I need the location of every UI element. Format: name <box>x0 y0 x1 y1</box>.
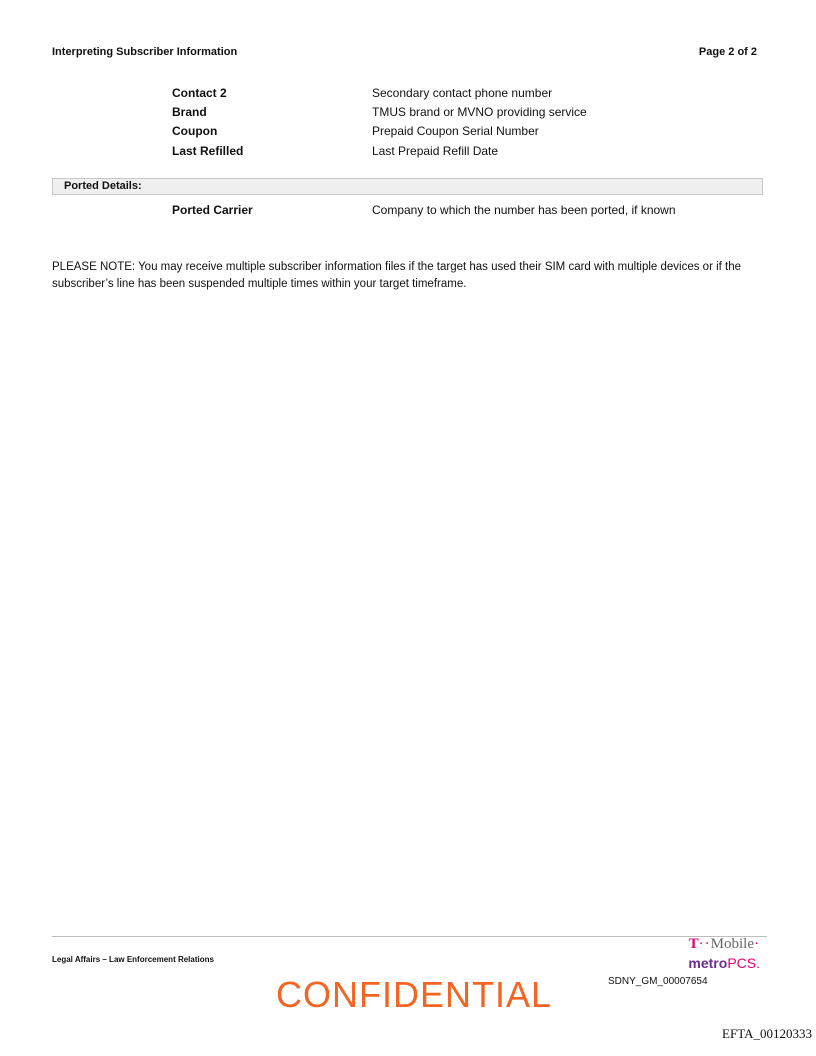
field-name: Ported Carrier <box>172 203 253 217</box>
field-name: Brand <box>172 105 207 119</box>
field-description: TMUS brand or MVNO providing service <box>372 105 587 119</box>
footer-divider <box>52 936 767 937</box>
bates-number: SDNY_GM_00007654 <box>608 976 708 987</box>
pcs-wordmark: PCS. <box>727 955 760 971</box>
section-title: Ported Details: <box>64 180 142 192</box>
field-row-brand <box>0 105 816 123</box>
tmobile-dots: ·· <box>698 936 711 952</box>
field-row-contact-2 <box>0 86 816 104</box>
field-name: Last Refilled <box>172 144 244 158</box>
section-header-ported-details <box>52 178 763 195</box>
field-description: Last Prepaid Refill Date <box>372 144 499 158</box>
page-number: Page 2 of 2 <box>698 46 757 58</box>
field-description: Prepaid Coupon Serial Number <box>372 124 539 138</box>
tmobile-logo <box>689 936 760 953</box>
tmobile-tail-dot: · <box>754 936 760 952</box>
field-description: Secondary contact phone number <box>372 86 553 100</box>
field-name: Contact 2 <box>172 86 227 100</box>
document-id: EFTA_00120333 <box>722 1026 812 1041</box>
confidential-stamp: CONFIDENTIAL <box>276 974 553 1015</box>
please-note-paragraph: PLEASE NOTE: You may receive multiple subscriber information files if the target has used their SIM card with multiple devices or if the subscriber’s line has been suspended multiple times within your target timeframe. <box>52 261 742 290</box>
field-name: Coupon <box>172 124 218 138</box>
field-row-ported-carrier <box>0 203 816 221</box>
field-row-last-refilled <box>0 144 816 162</box>
metro-wordmark: metro <box>688 955 728 971</box>
tmobile-t-glyph: T <box>688 936 699 952</box>
field-description: Company to which the number has been ported, if known <box>372 203 676 217</box>
document-title: Interpreting Subscriber Information <box>52 46 238 58</box>
metropcs-logo <box>688 955 760 971</box>
footer-department: Legal Affairs – Law Enforcement Relations <box>52 955 214 964</box>
field-row-coupon <box>0 124 816 142</box>
tmobile-wordmark: Mobile <box>710 936 754 952</box>
